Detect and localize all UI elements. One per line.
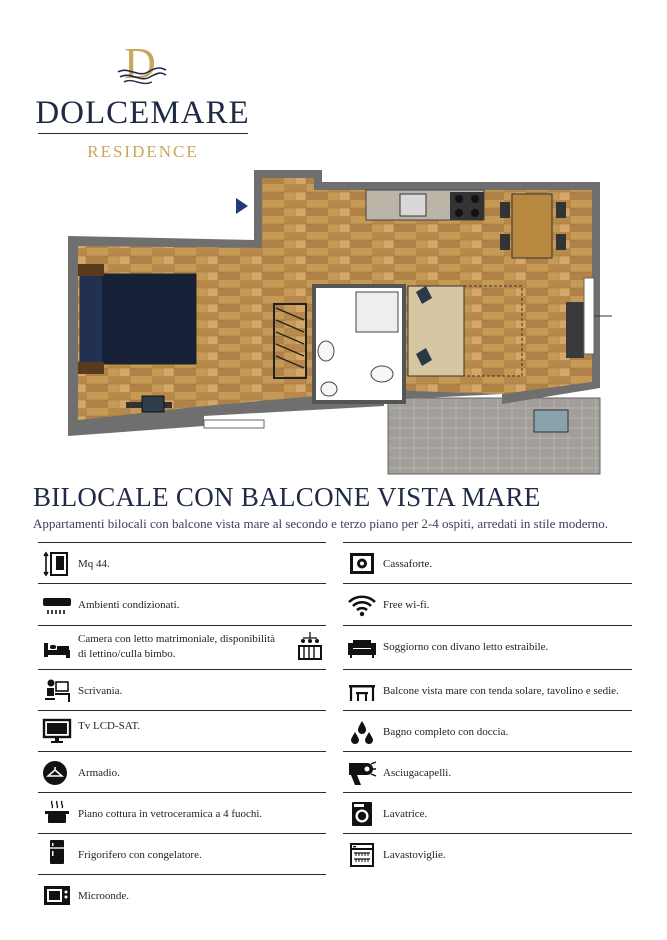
amenity-text: Piano cottura in vetroceramica a 4 fuochi. <box>78 808 263 820</box>
dishwasher-icon <box>347 842 377 868</box>
amenity-row <box>38 625 326 669</box>
amenity-row <box>343 792 632 833</box>
area-icon <box>42 551 72 577</box>
amenity-text: Lavatrice. <box>383 808 428 820</box>
amenity-row <box>343 583 632 625</box>
amenity-text: Ambienti condizionati. <box>78 599 180 611</box>
brand-name: DOLCEMARE <box>35 95 250 131</box>
bidet <box>321 382 337 396</box>
amenity-row <box>38 792 326 833</box>
balcony-icon <box>347 679 377 705</box>
amenity-text: Camera con letto matrimoniale, disponibilità <box>78 633 276 645</box>
washing-machine-icon <box>347 801 377 827</box>
amenity-text: Mq 44. <box>78 558 110 570</box>
amenity-row <box>38 542 326 583</box>
dining-table <box>512 194 552 258</box>
amenity-text: Cassaforte. <box>383 558 433 570</box>
cooktop <box>450 192 484 220</box>
air-conditioner-icon <box>42 592 72 618</box>
desk-chair <box>142 396 164 412</box>
floor-plan <box>64 168 612 476</box>
tv-icon <box>42 718 72 744</box>
hairdryer-icon <box>347 760 377 786</box>
desk-icon <box>42 678 72 704</box>
sofa-icon <box>347 635 377 661</box>
amenity-text: Balcone vista mare con tenda solare, tavolino e sedie. <box>383 685 619 697</box>
amenity-row <box>343 669 632 710</box>
amenity-text: Bagno completo con doccia. <box>383 726 509 738</box>
toilet <box>371 366 393 382</box>
shower <box>356 292 398 332</box>
brand-subtitle: RESIDENCE <box>87 142 199 161</box>
plan-title: BILOCALE CON BALCONE VISTA MARE <box>33 482 541 512</box>
amenity-text: Scrivania. <box>78 685 123 697</box>
amenity-text: Microonde. <box>78 890 130 902</box>
logo-mark <box>112 40 168 92</box>
amenity-row <box>38 669 326 710</box>
amenity-row <box>343 751 632 792</box>
fridge-icon <box>42 839 72 865</box>
sink <box>318 341 334 361</box>
sofa-bed <box>408 286 464 376</box>
amenity-text: Free wi-fi. <box>383 599 430 611</box>
logo-monogram: D <box>124 40 156 88</box>
wifi-icon <box>347 592 377 618</box>
amenity-row <box>343 833 632 874</box>
amenity-text: Lavastoviglie. <box>383 849 446 861</box>
amenity-row <box>343 542 632 583</box>
microwave-icon <box>42 883 72 909</box>
amenity-row <box>38 833 326 874</box>
bed-icon <box>42 635 72 661</box>
amenity-row <box>343 710 632 751</box>
brand-divider <box>38 133 248 134</box>
amenity-row <box>38 583 326 625</box>
plan-description: Appartamenti bilocali con balcone vista mare al secondo e terzo piano per 2-4 ospiti, arredati in stile moderno. <box>33 516 609 531</box>
kitchen-sink <box>400 194 426 216</box>
amenity-text: Frigorifero con congelatore. <box>78 849 202 861</box>
amenity-row <box>38 710 326 751</box>
shower-icon <box>347 719 377 745</box>
amenity-text: Tv LCD-SAT. <box>78 720 141 732</box>
amenity-row <box>38 751 326 792</box>
balcony-table <box>534 410 568 432</box>
amenity-text-line2: di lettino/culla bimbo. <box>78 648 176 660</box>
balcony <box>388 398 600 474</box>
crib-icon <box>296 632 324 662</box>
amenity-text: Armadio. <box>78 767 120 779</box>
amenity-row <box>343 625 632 669</box>
amenity-row <box>38 874 326 914</box>
cooktop-icon <box>42 799 72 825</box>
amenity-text: Soggiorno con divano letto estraibile. <box>383 641 549 653</box>
amenity-text: Asciugacapelli. <box>383 767 452 779</box>
entrance-arrow <box>236 198 248 214</box>
safe-icon <box>347 551 377 577</box>
wardrobe-icon <box>42 760 72 786</box>
